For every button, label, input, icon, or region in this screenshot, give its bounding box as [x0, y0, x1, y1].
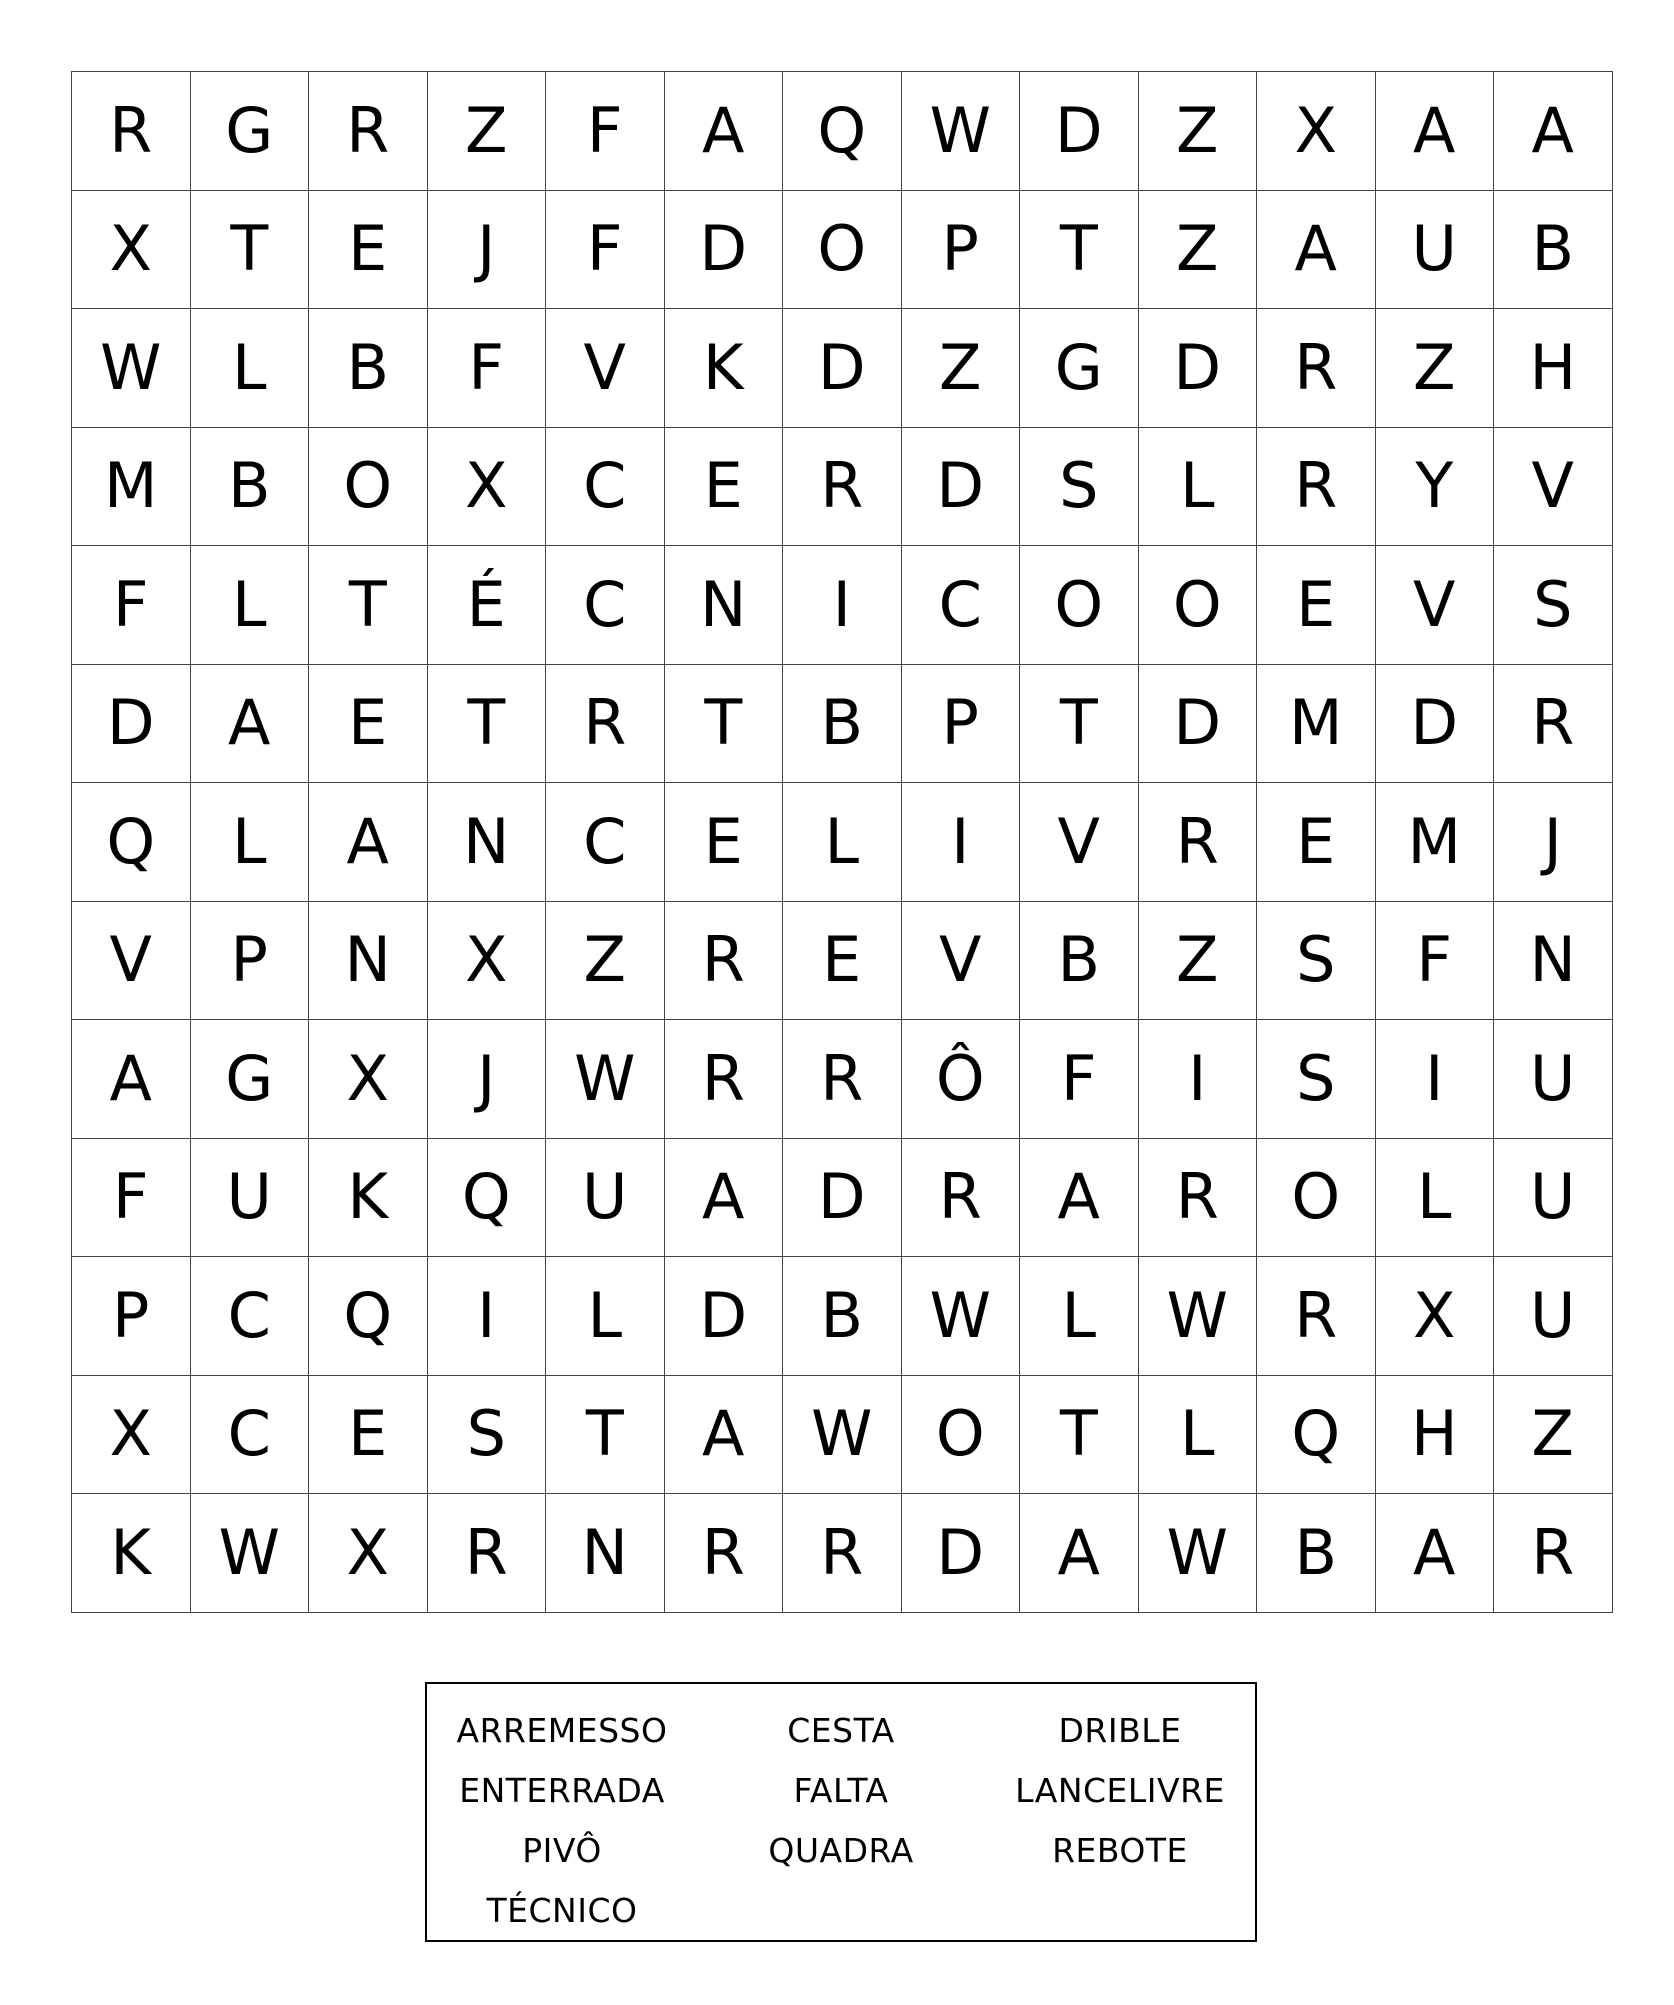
grid-cell[interactable]: R	[1139, 783, 1258, 902]
grid-cell[interactable]: R	[783, 428, 902, 547]
grid-cell[interactable]: C	[546, 783, 665, 902]
grid-cell[interactable]: S	[1020, 428, 1139, 547]
word-list	[427, 1700, 1255, 1940]
grid-cell[interactable]: X	[428, 902, 547, 1021]
grid-cell[interactable]: S	[1257, 1020, 1376, 1139]
grid-cell[interactable]: M	[1257, 665, 1376, 784]
grid-cell[interactable]: N	[1494, 902, 1613, 1021]
grid-cell[interactable]: I	[783, 546, 902, 665]
grid-cell[interactable]: T	[309, 546, 428, 665]
grid-cell[interactable]: E	[665, 783, 784, 902]
grid-cell[interactable]: F	[1020, 1020, 1139, 1139]
grid-cell[interactable]: L	[1139, 428, 1258, 547]
grid-cell[interactable]: T	[428, 665, 547, 784]
grid-cell[interactable]: E	[1257, 546, 1376, 665]
grid-cell[interactable]: C	[546, 428, 665, 547]
grid-cell[interactable]: D	[902, 1494, 1021, 1613]
grid-cell[interactable]: T	[1020, 1376, 1139, 1495]
grid-cell[interactable]: R	[783, 1494, 902, 1613]
grid-cell[interactable]: R	[902, 1139, 1021, 1258]
grid-cell[interactable]: L	[191, 783, 310, 902]
grid-cell[interactable]: U	[546, 1139, 665, 1258]
grid-cell[interactable]: R	[1257, 428, 1376, 547]
grid-cell[interactable]: V	[72, 902, 191, 1021]
grid-cell[interactable]: V	[1020, 783, 1139, 902]
grid-cell[interactable]: R	[665, 1020, 784, 1139]
grid-cell[interactable]: Z	[1139, 902, 1258, 1021]
grid-cell[interactable]: B	[309, 309, 428, 428]
grid-cell[interactable]: S	[428, 1376, 547, 1495]
grid-cell[interactable]: Z	[1139, 72, 1258, 191]
grid-cell[interactable]: A	[1376, 1494, 1495, 1613]
grid-cell[interactable]: U	[1376, 191, 1495, 310]
grid-cell[interactable]: B	[783, 665, 902, 784]
grid-cell[interactable]: H	[1494, 309, 1613, 428]
grid-cell[interactable]: Z	[546, 902, 665, 1021]
grid-cell[interactable]: S	[1494, 546, 1613, 665]
grid-cell[interactable]: K	[72, 1494, 191, 1613]
grid-cell[interactable]: N	[665, 546, 784, 665]
grid-cell[interactable]: L	[1376, 1139, 1495, 1258]
grid-cell[interactable]: É	[428, 546, 547, 665]
grid-cell[interactable]: Q	[428, 1139, 547, 1258]
grid-cell[interactable]: D	[1020, 72, 1139, 191]
grid-cell[interactable]: D	[1139, 665, 1258, 784]
grid-cell[interactable]: L	[1020, 1257, 1139, 1376]
grid-cell[interactable]: A	[1257, 191, 1376, 310]
word-list-item: PIVÔ	[522, 1830, 602, 1870]
grid-cell[interactable]: C	[546, 546, 665, 665]
grid-cell[interactable]: W	[1139, 1257, 1258, 1376]
grid-cell[interactable]: D	[902, 428, 1021, 547]
grid-cell[interactable]: L	[546, 1257, 665, 1376]
grid-cell[interactable]: R	[665, 902, 784, 1021]
grid-cell[interactable]: U	[1494, 1257, 1613, 1376]
grid-cell[interactable]: C	[191, 1376, 310, 1495]
grid-cell[interactable]: R	[1257, 309, 1376, 428]
grid-cell[interactable]: U	[191, 1139, 310, 1258]
grid-cell[interactable]: X	[1376, 1257, 1495, 1376]
word-list-item: LANCELIVRE	[1015, 1770, 1225, 1810]
grid-cell[interactable]: R	[309, 72, 428, 191]
grid-cell[interactable]: O	[902, 1376, 1021, 1495]
grid-cell[interactable]: B	[191, 428, 310, 547]
grid-cell[interactable]: K	[665, 309, 784, 428]
word-list-item: TÉCNICO	[486, 1890, 638, 1930]
grid-cell[interactable]: M	[72, 428, 191, 547]
grid-cell[interactable]: I	[1139, 1020, 1258, 1139]
grid-cell[interactable]: A	[1020, 1494, 1139, 1613]
grid-cell[interactable]: P	[902, 191, 1021, 310]
grid-cell[interactable]: U	[1494, 1139, 1613, 1258]
grid-cell[interactable]: U	[1494, 1020, 1613, 1139]
grid-cell[interactable]: A	[72, 1020, 191, 1139]
grid-cell[interactable]: F	[546, 72, 665, 191]
grid-cell[interactable]: P	[191, 902, 310, 1021]
grid-cell[interactable]: T	[546, 1376, 665, 1495]
grid-cell[interactable]: I	[902, 783, 1021, 902]
grid-cell[interactable]: R	[1257, 1257, 1376, 1376]
grid-cell[interactable]: S	[1257, 902, 1376, 1021]
grid-cell[interactable]: M	[1376, 783, 1495, 902]
grid-cell[interactable]: E	[783, 902, 902, 1021]
grid-cell[interactable]: N	[546, 1494, 665, 1613]
word-list-box	[425, 1682, 1257, 1942]
word-list-item: DRIBLE	[1058, 1710, 1182, 1750]
grid-cell[interactable]: W	[191, 1494, 310, 1613]
grid-cell[interactable]: X	[428, 428, 547, 547]
grid-cell[interactable]: Q	[783, 72, 902, 191]
grid-cell[interactable]: L	[191, 309, 310, 428]
grid-cell[interactable]: R	[1494, 1494, 1613, 1613]
grid-cell[interactable]: N	[428, 783, 547, 902]
grid-cell[interactable]: A	[665, 1376, 784, 1495]
grid-cell[interactable]: F	[546, 191, 665, 310]
grid-cell[interactable]: V	[902, 902, 1021, 1021]
grid-cell[interactable]: R	[428, 1494, 547, 1613]
grid-cell[interactable]: A	[665, 1139, 784, 1258]
grid-cell[interactable]: R	[1139, 1139, 1258, 1258]
word-list-item: ENTERRADA	[459, 1770, 665, 1810]
grid-cell[interactable]: G	[191, 72, 310, 191]
grid-cell[interactable]: I	[428, 1257, 547, 1376]
grid-cell[interactable]: B	[783, 1257, 902, 1376]
grid-cell[interactable]: F	[1376, 902, 1495, 1021]
grid-cell[interactable]: D	[783, 1139, 902, 1258]
grid-cell[interactable]: E	[309, 191, 428, 310]
word-list-item: CESTA	[787, 1710, 895, 1750]
grid-cell[interactable]: J	[428, 1020, 547, 1139]
grid-cell[interactable]: R	[546, 665, 665, 784]
grid-cell[interactable]: O	[783, 191, 902, 310]
grid-cell[interactable]: G	[191, 1020, 310, 1139]
grid-cell[interactable]: A	[1494, 72, 1613, 191]
grid-cell[interactable]: A	[191, 665, 310, 784]
grid-cell[interactable]: B	[1494, 191, 1613, 310]
grid-cell[interactable]: Z	[902, 309, 1021, 428]
grid-cell[interactable]: R	[1494, 665, 1613, 784]
grid-cell[interactable]: X	[1257, 72, 1376, 191]
grid-cell[interactable]: W	[902, 72, 1021, 191]
grid-cell[interactable]: V	[546, 309, 665, 428]
grid-cell[interactable]: Z	[1494, 1376, 1613, 1495]
grid-cell[interactable]: L	[783, 783, 902, 902]
grid-cell[interactable]: F	[72, 1139, 191, 1258]
grid-cell[interactable]: Y	[1376, 428, 1495, 547]
grid-cell[interactable]: P	[902, 665, 1021, 784]
grid-cell[interactable]: O	[1139, 546, 1258, 665]
grid-cell[interactable]: W	[902, 1257, 1021, 1376]
grid-cell[interactable]: Ô	[902, 1020, 1021, 1139]
grid-cell[interactable]: Z	[1376, 309, 1495, 428]
grid-cell[interactable]: K	[309, 1139, 428, 1258]
grid-cell[interactable]: Z	[428, 72, 547, 191]
grid-cell[interactable]: J	[428, 191, 547, 310]
grid-cell[interactable]: R	[665, 1494, 784, 1613]
grid-cell[interactable]: C	[191, 1257, 310, 1376]
grid-cell[interactable]: C	[902, 546, 1021, 665]
grid-cell[interactable]: E	[309, 665, 428, 784]
grid-cell[interactable]: A	[665, 72, 784, 191]
word-list-item: QUADRA	[768, 1830, 914, 1870]
grid-cell[interactable]: X	[72, 191, 191, 310]
grid-cell[interactable]: L	[1139, 1376, 1258, 1495]
grid-cell[interactable]: R	[72, 72, 191, 191]
grid-cell[interactable]: D	[1139, 309, 1258, 428]
grid-cell[interactable]: N	[309, 902, 428, 1021]
grid-cell[interactable]: X	[309, 1494, 428, 1613]
grid-cell[interactable]: A	[309, 783, 428, 902]
grid-cell[interactable]: D	[72, 665, 191, 784]
grid-cell[interactable]: L	[191, 546, 310, 665]
grid-cell[interactable]: Q	[309, 1257, 428, 1376]
grid-cell[interactable]: E	[665, 428, 784, 547]
grid-cell[interactable]: Z	[1139, 191, 1258, 310]
grid-cell[interactable]: T	[191, 191, 310, 310]
grid-cell[interactable]: Q	[1257, 1376, 1376, 1495]
grid-cell[interactable]: W	[72, 309, 191, 428]
grid-cell[interactable]: D	[665, 1257, 784, 1376]
grid-cell[interactable]: V	[1376, 546, 1495, 665]
grid-cell[interactable]: B	[1257, 1494, 1376, 1613]
grid-cell[interactable]: Q	[72, 783, 191, 902]
grid-cell[interactable]: D	[1376, 665, 1495, 784]
grid-cell[interactable]: T	[1020, 665, 1139, 784]
word-list-item: FALTA	[793, 1770, 889, 1810]
grid-cell[interactable]: F	[72, 546, 191, 665]
grid-cell[interactable]: E	[309, 1376, 428, 1495]
grid-cell[interactable]: W	[783, 1376, 902, 1495]
grid-cell[interactable]: V	[1494, 428, 1613, 547]
grid-cell[interactable]: W	[546, 1020, 665, 1139]
grid-cell[interactable]: D	[665, 191, 784, 310]
word-list-item: REBOTE	[1052, 1830, 1188, 1870]
grid-cell[interactable]: E	[1257, 783, 1376, 902]
grid-cell[interactable]: O	[1257, 1139, 1376, 1258]
grid-cell[interactable]: T	[665, 665, 784, 784]
grid-cell[interactable]: B	[1020, 902, 1139, 1021]
word-list-item: ARREMESSO	[456, 1710, 668, 1750]
grid-cell[interactable]: A	[1020, 1139, 1139, 1258]
letter-grid	[71, 71, 1613, 1613]
grid-cell[interactable]: O	[1020, 546, 1139, 665]
grid-cell[interactable]: D	[783, 309, 902, 428]
grid-cell[interactable]: H	[1376, 1376, 1495, 1495]
grid-cell[interactable]: T	[1020, 191, 1139, 310]
grid-cell[interactable]: X	[72, 1376, 191, 1495]
grid-cell[interactable]: F	[428, 309, 547, 428]
grid-cell[interactable]: I	[1376, 1020, 1495, 1139]
grid-cell[interactable]: P	[72, 1257, 191, 1376]
grid-cell[interactable]: W	[1139, 1494, 1258, 1613]
grid-cell[interactable]: O	[309, 428, 428, 547]
grid-cell[interactable]: X	[309, 1020, 428, 1139]
grid-cell[interactable]: A	[1376, 72, 1495, 191]
grid-cell[interactable]: G	[1020, 309, 1139, 428]
grid-cell[interactable]: R	[783, 1020, 902, 1139]
grid-cell[interactable]: J	[1494, 783, 1613, 902]
